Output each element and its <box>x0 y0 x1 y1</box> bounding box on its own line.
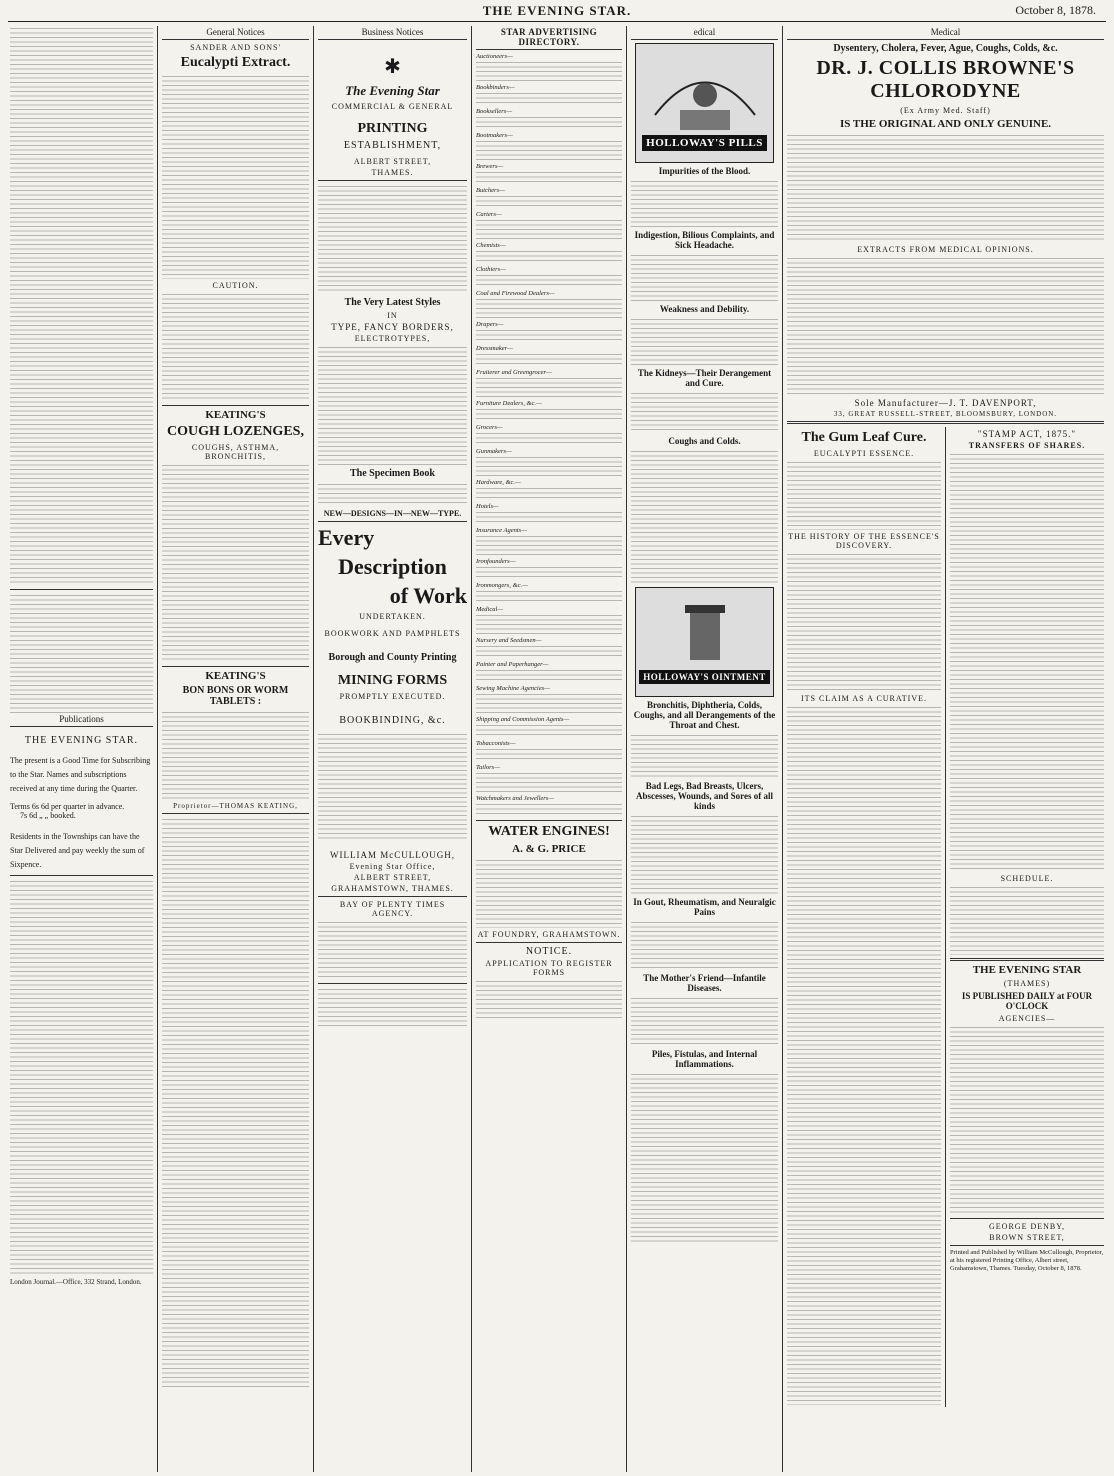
borough-county: Borough and County Printing <box>328 652 457 663</box>
ad-sander-title: Eucalypti Extract. <box>180 55 291 70</box>
agencies-list <box>950 1025 1104 1215</box>
directory-entries <box>476 565 622 580</box>
columns <box>6 26 1108 1472</box>
specimen-text <box>318 482 467 506</box>
directory-entries <box>476 407 622 422</box>
directory-entries <box>476 170 622 185</box>
brown-street: BROWN STREET, <box>989 1233 1065 1242</box>
of-work-head: of Work <box>389 583 467 608</box>
directory-category: Dressmaker— <box>476 345 513 352</box>
pills-engraving <box>635 43 774 163</box>
caution-text <box>162 292 309 402</box>
directory-category: Brewers— <box>476 163 504 170</box>
chlorodyne-brand: DR. J. COLLIS BROWNE'S CHLORODYNE <box>816 57 1075 102</box>
bop-agency: BAY OF PLENTY TIMES AGENCY. <box>339 900 446 918</box>
application: APPLICATION TO REGISTER FORMS <box>485 959 613 977</box>
directory-entries <box>476 668 622 683</box>
proprietor: Proprietor—THOMAS KEATING, <box>173 802 298 810</box>
column-6 <box>783 26 1108 1472</box>
subscriber-ad-text: The present is a Good Time for Subscribing to the Star. Names and subscriptions received at any time during the Quarter. <box>10 756 151 793</box>
directory-category: Carters— <box>476 211 502 218</box>
directory-category: Ironfounders— <box>476 558 516 565</box>
directory-category: Auctioneers— <box>476 53 513 60</box>
history-head: THE HISTORY OF THE ESSENCE'S DISCOVERY. <box>788 532 940 550</box>
new-designs: NEW—DESIGNS—IN—NEW—TYPE. <box>323 509 462 518</box>
directory-entries <box>476 723 622 738</box>
type-fancy: TYPE, FANCY BORDERS, <box>331 322 454 332</box>
directory-entries <box>476 692 622 714</box>
holloways-ointment-label: HOLLOWAY'S OINTMENT <box>639 670 769 684</box>
directory-category: Insurance Agents— <box>476 527 527 534</box>
in-word: IN <box>387 311 398 320</box>
chlorodyne-text <box>787 133 1104 243</box>
mothers-text <box>631 996 778 1046</box>
manufacturer-address: 33, GREAT RUSSELL-STREET, BLOOMSBURY, LONDON. <box>833 410 1058 418</box>
subscriber-ad-title: THE EVENING STAR. <box>24 735 139 746</box>
keating2-head: KEATING'S <box>205 670 266 682</box>
ointment-pot-illustration <box>675 600 735 670</box>
directory-entries <box>476 91 622 106</box>
bronchitis-head: Bronchitis, Diphtheria, Colds, Coughs, and all Derangements of the Throat and Chest. <box>633 700 776 730</box>
extracts-head: EXTRACTS FROM MEDICAL OPINIONS. <box>857 245 1034 254</box>
directory-category: Hotels— <box>476 503 499 510</box>
bookbinding: BOOKBINDING, &c. <box>339 715 446 726</box>
article-body <box>10 26 153 586</box>
london-journal-text <box>318 987 467 1027</box>
history-text <box>787 552 941 692</box>
office-footer: London Journal.—Office, 332 Strand, London. <box>10 1278 142 1286</box>
indigestion-text <box>631 253 778 301</box>
directory-entries <box>476 613 622 635</box>
directory-entries <box>476 589 622 604</box>
directory-category: Bootmakers— <box>476 132 513 139</box>
townships-text: Residents in the Townships can have the Star Delivered and pay weekly the sum of Sixpence. <box>10 832 145 869</box>
directory-category: Medical— <box>476 606 504 613</box>
coughs-text <box>631 449 778 584</box>
newspaper-title: THE EVENING STAR. <box>482 2 632 18</box>
piles-text <box>631 1072 778 1242</box>
column-2 <box>158 26 314 1472</box>
ointment-engraving <box>635 587 774 697</box>
electrotypes: ELECTROTYPES, <box>354 334 431 343</box>
weakness-text <box>631 317 778 365</box>
es-title: THE EVENING STAR <box>972 964 1082 976</box>
directory-category: Drapers— <box>476 321 504 328</box>
directory-category: Clothiers— <box>476 266 506 273</box>
directory-category: Coal and Firewood Dealers— <box>476 290 555 297</box>
gum-leaf-text <box>787 460 941 530</box>
william-mccullough: WILLIAM McCULLOUGH, <box>330 850 455 860</box>
commercial-general: COMMERCIAL & GENERAL <box>331 102 454 111</box>
promptly: PROMPTLY EXECUTED. <box>339 692 446 701</box>
directory-category: Booksellers— <box>476 108 513 115</box>
printing-head: PRINTING <box>357 121 428 136</box>
directory-entries <box>476 771 622 793</box>
directory-entries <box>476 328 622 343</box>
caution-head: CAUTION. <box>212 281 259 290</box>
directory-category: Furniture Dealers, &c.— <box>476 400 542 407</box>
directory-category: Sewing Machine Agencies— <box>476 685 550 692</box>
directory-entries <box>476 455 622 477</box>
gout-text <box>631 920 778 970</box>
bookwork: BOOKWORK AND PAMPHLETS <box>324 629 461 638</box>
section-business-notices: Business Notices <box>318 26 467 40</box>
gum-leaf-column <box>787 427 946 1407</box>
directory-category: Shipping and Commission Agents— <box>476 716 570 723</box>
directory-category: Grocers— <box>476 424 503 431</box>
directory-list <box>476 53 622 817</box>
mothers-head: The Mother's Friend—Infantile Diseases. <box>643 973 766 993</box>
keating2-text <box>162 710 309 800</box>
curative-text <box>787 705 941 1405</box>
grahamstown: GRAHAMSTOWN, THAMES. <box>331 884 454 893</box>
impurities-text <box>631 179 778 227</box>
stamp-act-column <box>946 427 1104 1407</box>
gum-leaf-head: The Gum Leaf Cure. <box>801 430 927 445</box>
coughs-head: Coughs and Colds. <box>668 436 741 446</box>
badlegs-head: Bad Legs, Bad Breasts, Ulcers, Abscesses, Wounds, and Sores of all kinds <box>636 781 773 811</box>
london-journal-ads <box>10 879 153 1274</box>
specimen-book: The Specimen Book <box>349 468 435 479</box>
terms-text: Terms 6s 6d per quarter in advance. <box>10 802 125 811</box>
star-icon: ✱ <box>384 56 401 78</box>
mining-forms: MINING FORMS <box>337 673 448 688</box>
column-5 <box>627 26 783 1472</box>
every-head: Every <box>318 525 375 550</box>
establishment: ESTABLISHMENT, <box>343 140 442 151</box>
transfers-text <box>950 452 1104 872</box>
bronchitis-text <box>631 733 778 778</box>
price-head: A. & G. PRICE <box>512 843 586 855</box>
application-text <box>476 979 622 1019</box>
piles-head: Piles, Fistulas, and Internal Inflammations. <box>651 1049 758 1069</box>
section-medical-b: Medical <box>787 26 1104 40</box>
directory-entries <box>476 273 622 288</box>
directory-entries <box>476 60 622 82</box>
directory-entries <box>476 486 622 501</box>
printed-by: Printed and Published by William McCullough, Proprietor, at his registered Printing Office, Albert street, Grahamstown, Thames. Tuesday, October 8, 1878. <box>950 1249 1104 1272</box>
agencies-head: AGENCIES— <box>998 1014 1056 1023</box>
directory-entries <box>476 376 622 398</box>
evening-star-logo: The Evening Star <box>345 83 440 98</box>
column-1 <box>6 26 158 1472</box>
directory-category: Hardware, &c.— <box>476 479 521 486</box>
directory-category: Bookbinders— <box>476 84 515 91</box>
hygeia-illustration <box>650 55 760 135</box>
directory-entries <box>476 249 622 264</box>
undertaken: UNDERTAKEN. <box>359 612 426 621</box>
schedule-head: SCHEDULE. <box>1000 874 1054 883</box>
schedule-text <box>950 885 1104 955</box>
army-med: (Ex Army Med. Staff) <box>900 106 991 115</box>
issue-date: October 8, 1878. <box>1015 3 1096 17</box>
accessories-text <box>318 345 467 465</box>
transfers-head: TRANSFERS OF SHARES. <box>968 441 1086 450</box>
extracts-text <box>787 256 1104 396</box>
sander-text <box>162 74 309 279</box>
curative-head: ITS CLAIM AS A CURATIVE. <box>800 694 927 703</box>
directory-entries <box>476 218 622 240</box>
directory-entries <box>476 352 622 367</box>
masthead <box>8 0 1106 22</box>
confidence-text <box>318 732 467 842</box>
directory-category: Ironmongers, &c.— <box>476 582 528 589</box>
eucalypti-essence: EUCALYPTI ESSENCE. <box>813 449 915 458</box>
section-directory: STAR ADVERTISING DIRECTORY. <box>476 26 622 50</box>
directory-category: Chemists— <box>476 242 506 249</box>
directory-category: Butchers— <box>476 187 505 194</box>
section-publications: Publications <box>10 713 153 727</box>
price-text <box>476 858 622 928</box>
published-daily: IS PUBLISHED DAILY at FOUR O'CLOCK <box>961 991 1093 1011</box>
foundry: AT FOUNDRY, GRAHAMSTOWN. <box>477 930 621 939</box>
gout-head: In Gout, Rheumatism, and Neuralgic Pains <box>633 897 776 917</box>
directory-entries <box>476 115 622 130</box>
bakers-ads <box>162 817 309 1387</box>
section-general-notices: General Notices <box>162 26 309 40</box>
albert-street-2: ALBERT STREET, <box>353 873 432 882</box>
directory-category: Watchmakers and Jewellers— <box>476 795 555 802</box>
sole-manufacturer: Sole Manufacturer—J. T. DAVENPORT, <box>854 398 1037 408</box>
ad-sander-head: SANDER AND SONS' <box>190 43 281 52</box>
weakness-head: Weakness and Debility. <box>659 304 750 314</box>
kidneys-head: The Kidneys—Their Derangement and Cure. <box>637 368 772 388</box>
directory-entries <box>476 431 622 446</box>
description-head: Description <box>338 554 447 579</box>
directory-entries <box>476 194 622 209</box>
es-thames: (THAMES) <box>1003 979 1051 988</box>
keating-title: COUGH LOZENGES, <box>167 424 304 439</box>
directory-entries <box>476 139 622 161</box>
directory-category: Tobacconists— <box>476 740 516 747</box>
george-denby: GEORGE DENBY, <box>989 1222 1065 1231</box>
keating2-title: BON BONS OR WORM TABLETS : <box>182 685 289 707</box>
water-engines: WATER ENGINES! <box>488 824 610 839</box>
column-3 <box>314 26 472 1472</box>
thames: THAMES. <box>371 168 414 177</box>
directory-entries <box>476 644 622 659</box>
albert-street: ALBERT STREET, <box>353 157 432 166</box>
kidneys-text <box>631 391 778 433</box>
directory-entries <box>476 747 622 762</box>
directory-category: Painter and Paperhanger— <box>476 661 549 668</box>
dysentery-line: Dysentery, Cholera, Fever, Ague, Coughs, Colds, &c. <box>833 43 1058 54</box>
stamp-act-head: "STAMP ACT, 1875." <box>977 429 1077 439</box>
keating-sub: COUGHS, ASTHMA, BRONCHITIS, <box>191 443 280 461</box>
directory-category: Nursery and Seedsmen— <box>476 637 542 644</box>
original-genuine: IS THE ORIGINAL AND ONLY GENUINE. <box>839 118 1052 130</box>
impurities-head: Impurities of the Blood. <box>658 166 751 176</box>
booked-text: 7s 6d „ „ booked. <box>20 811 76 820</box>
notice-text <box>10 593 153 713</box>
directory-entries <box>476 802 622 817</box>
directory-entries <box>476 510 622 525</box>
column-4 <box>472 26 627 1472</box>
directory-entries <box>476 297 622 319</box>
badlegs-text <box>631 814 778 894</box>
latest-styles: The Very Latest Styles <box>344 297 441 308</box>
bop-text <box>318 920 467 980</box>
directory-category: Gunmakers— <box>476 448 512 455</box>
keating-text <box>162 463 309 663</box>
section-medical-a: edical <box>631 26 778 40</box>
proprietor-text <box>318 184 467 294</box>
directory-category: Tailors— <box>476 764 500 771</box>
indigestion-head: Indigestion, Bilious Complaints, and Sick Headache. <box>634 230 775 250</box>
star-office: Evening Star Office, <box>349 862 436 871</box>
holloways-pills-label: HOLLOWAY'S PILLS <box>642 135 767 151</box>
directory-entries <box>476 534 622 556</box>
directory-category: Fruiterer and Greengrocer— <box>476 369 552 376</box>
keating-head: KEATING'S <box>205 409 266 421</box>
notice-head: NOTICE. <box>525 946 573 957</box>
